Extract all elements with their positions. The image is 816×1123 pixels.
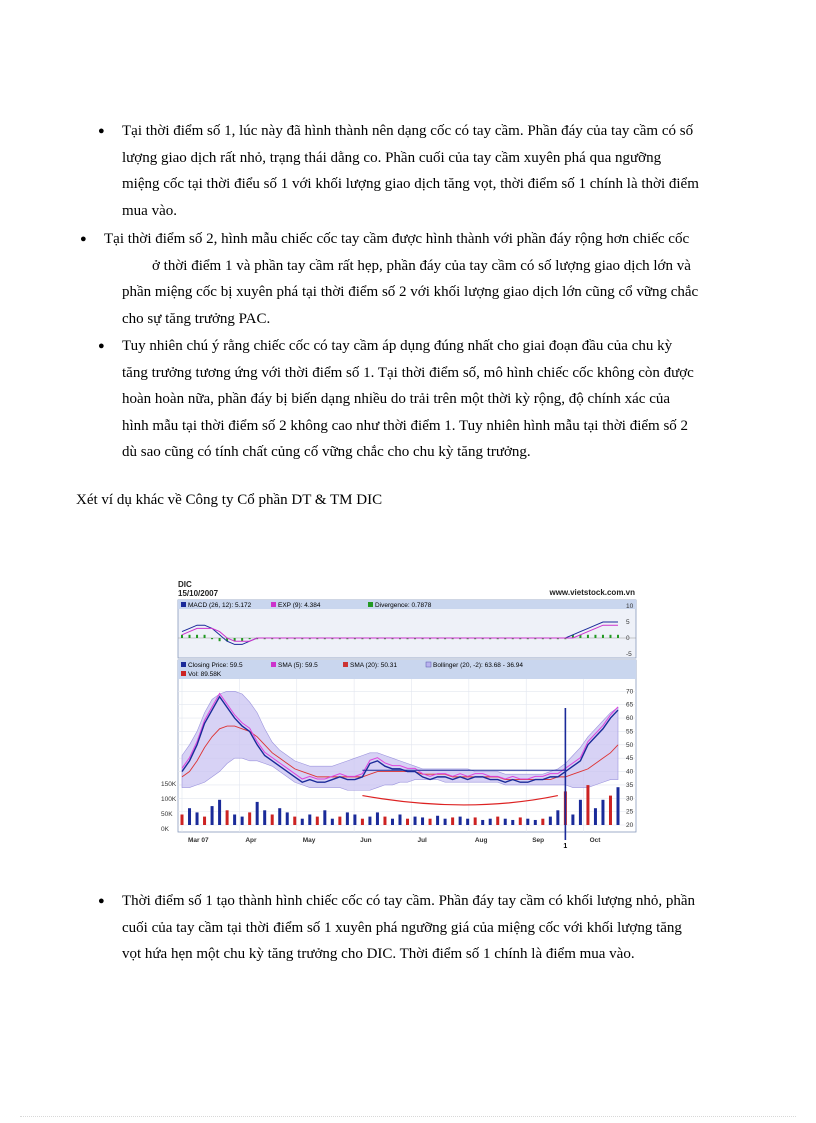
price-tick-label: 60 [626,715,634,723]
text-line: Tại thời điểm số 2, hình mẫu chiếc cốc tay cầm được hình thành với phần đáy rộng hơn chiếc cốc [104,231,690,247]
divergence-bar [189,635,191,638]
volume-tick-label: 100K [161,796,177,803]
divergence-bar [602,635,604,638]
volume-bar [203,817,206,825]
volume-bar [331,819,334,825]
legend-swatch [181,662,186,667]
month-label: May [302,837,316,844]
month-label: Jul [417,837,427,844]
price-tick-label: 25 [626,808,634,816]
text-line: ở thời điểm 1 và phần tay cầm rất hẹp, phần đáy của tay cầm có số lượng giao dịch lớn và [152,257,691,274]
price-tick-label: 35 [626,781,634,789]
text-line: vọt hứa hẹn một chu kỳ tăng trưởng cho DIC. Thời điểm số 1 chính là điểm mua vào. [122,946,635,962]
volume-bar [368,817,371,825]
month-label: Aug [474,837,488,844]
price-tick-label: 20 [626,822,634,829]
text-line: hình mẫu tại thời điểm số 2 không cao như thời điểm 1. Tuy nhiên hình mẫu tại thời điểm số 2 [122,417,689,434]
sma5-legend: SMA (5): 59.5 [278,662,318,669]
volume-bar [399,815,402,826]
month-label: Sep [532,837,545,844]
volume-bar [414,817,417,825]
volume-bar [323,810,326,825]
volume-bar [601,800,604,825]
volume-bar [256,802,259,825]
volume-bar [511,820,514,825]
volume-bar [226,810,229,825]
sma20-legend: SMA (20): 50.31 [350,662,397,669]
volume-bar [196,812,199,825]
month-label: Jun [360,837,372,844]
divergence-bar [594,635,596,638]
volume-tick-label: 50K [161,811,173,818]
legend-swatch [271,602,276,607]
volume-bar [263,810,266,825]
text-line: phần miệng cốc bị xuyên phá tại thời điểm số 2 với khối lượng giao dịch lớn cũng cổ vững chắc [122,284,699,300]
volume-bar [429,819,432,825]
intro-line: Xét ví dụ khác về Công ty Cổ phần DT & TM DIC [76,492,383,508]
exp-legend: EXP (9): 4.384 [278,602,321,609]
price-tick-label: 40 [626,768,634,776]
volume-bar [308,815,311,826]
macd-tick-label: 10 [626,603,634,610]
volume-bar [519,817,522,825]
volume-bar [383,817,386,825]
volume-bar [301,819,304,825]
text-line: Tại thời điểm số 1, lúc này đã hình thành nên dạng cốc có tay cầm. Phần đáy của tay cầm có số [122,123,694,139]
text-line: cuối của tay cầm tại thời điểm số 1 xuyên phá ngưỡng giá của miệng cốc với khối lượng tăng [122,919,682,936]
macd-tick-label: 5 [626,619,630,626]
volume-bar [617,787,620,825]
volume-bar [188,808,191,825]
volume-bar [346,812,349,825]
volume-bar [211,806,214,825]
price-tick-label: 55 [626,728,634,736]
volume-bar [248,812,251,825]
volume-bar [504,819,507,825]
divergence-bar [211,638,213,639]
volume-bar [586,785,589,825]
volume-bar [353,815,356,826]
dic-stock-chart [160,578,640,848]
volume-bar [534,820,537,825]
text-line: miệng cốc tại thời điểu số 1 với khối lượng giao dịch tăng vọt, thời điểm số 1 chính là thời điểm [122,176,699,192]
price-legend-bar [178,660,636,679]
legend-swatch [181,602,186,607]
divergence-bar [249,638,251,639]
text-line: tăng trưởng tương ứng với thời điểm số 1. Tại thời điểm số, mô hình chiếc cốc không còn được [122,364,694,381]
volume-bar [489,819,492,825]
month-label: Oct [589,837,601,844]
volume-bar [338,817,341,825]
month-label: Mar 07 [188,837,209,844]
bullet-1: ● [98,125,105,137]
volume-bar [541,819,544,825]
macd-tick-label: -5 [626,651,632,658]
volume-bar [293,817,296,825]
volume-bar [579,800,582,825]
chart-date: 15/10/2007 [178,589,219,598]
price-tick-label: 30 [626,795,634,803]
divergence-bar [181,635,183,638]
paragraph-2 [104,226,698,332]
volume-bar [459,817,462,825]
bullet-3: ● [98,340,105,352]
price-tick-label: 50 [626,741,634,749]
price-tick-label: 70 [626,688,634,696]
volume-bar [436,816,439,825]
volume-bar [241,817,244,825]
page-bottom-border [20,1116,796,1117]
divergence-bar [219,638,221,641]
volume-bar [594,808,597,825]
macd-tick-label: 0 [626,635,630,642]
volume-tick-label: 150K [161,781,177,788]
paragraph-1 [122,118,699,224]
volume-bar [526,819,529,825]
chart-source: www.vietstock.com.vn [549,588,635,597]
divergence-legend: Divergence: 0.7878 [375,602,432,609]
text-line: lượng giao dịch rất nhỏ, trạng thái dằng co. Phần cuối của tay cầm xuyên phá qua ngưỡng [122,149,662,166]
bullet-4: ● [98,895,105,907]
volume-bar [286,812,289,825]
volume-tick-label: 0K [161,826,169,833]
volume-bar [444,819,447,825]
divergence-bar [587,635,589,638]
volume-bar [218,800,221,825]
volume-bar [451,817,454,825]
volume-bar [271,815,274,826]
volume-bar [181,815,184,826]
chart-ticker: DIC [178,580,192,589]
price-tick-label: 65 [626,701,634,709]
volume-bar [474,817,477,825]
paragraph-4 [122,888,695,968]
legend-swatch [426,662,431,667]
divergence-bar [204,635,206,638]
legend-swatch [181,671,186,676]
volume-bar [466,819,469,825]
text-line: mua vào. [122,202,177,219]
volume-bar [361,819,364,825]
legend-swatch [368,602,373,607]
text-line: Thời điểm số 1 tạo thành hình chiếc cốc có tay cầm. Phần đáy tay cầm có khối lượng nhỏ, phần [122,893,696,909]
price-legend: Closing Price: 59.5 [188,662,243,669]
volume-bar [556,810,559,825]
volume-bar [316,817,319,825]
macd-legend: MACD (26, 12): 5.172 [188,602,252,609]
volume-legend: Vol: 89.58K [188,671,222,678]
volume-bar [571,815,574,826]
volume-bar [496,817,499,825]
paragraph-3 [122,333,694,466]
volume-bar [406,819,409,825]
volume-bar [421,817,424,825]
bollinger-legend: Bollinger (20, -2): 63.68 - 36.94 [433,662,523,669]
volume-bar [233,815,236,826]
month-label: Apr [245,837,257,844]
breakout-marker-label: 1 [563,843,568,848]
divergence-bar [196,635,198,638]
divergence-bar [609,635,611,638]
text-line: Tuy nhiên chú ý rằng chiếc cốc có tay cầm áp dụng đúng nhất cho giai đoạn đầu của chu kỳ [122,338,673,354]
divergence-bar [617,635,619,638]
volume-bar [278,808,281,825]
volume-bar [609,796,612,825]
text-line: cho sự tăng trưởng PAC. [122,310,271,327]
legend-swatch [271,662,276,667]
text-line: hoàn hoàn nữa, phần đáy bị biến dạng nhiều do trải trên một thời kỳ rộng, độ chính xác của [122,391,671,407]
bullet-2: ● [80,233,87,245]
volume-bar [391,819,394,825]
volume-bar [481,820,484,825]
price-tick-label: 45 [626,755,634,763]
volume-bar [549,817,552,825]
volume-bar [376,812,379,825]
legend-swatch [343,662,348,667]
text-line: dù sao cũng có tính chất củng cố vững chắc cho chu kỳ tăng trưởng. [122,444,531,460]
